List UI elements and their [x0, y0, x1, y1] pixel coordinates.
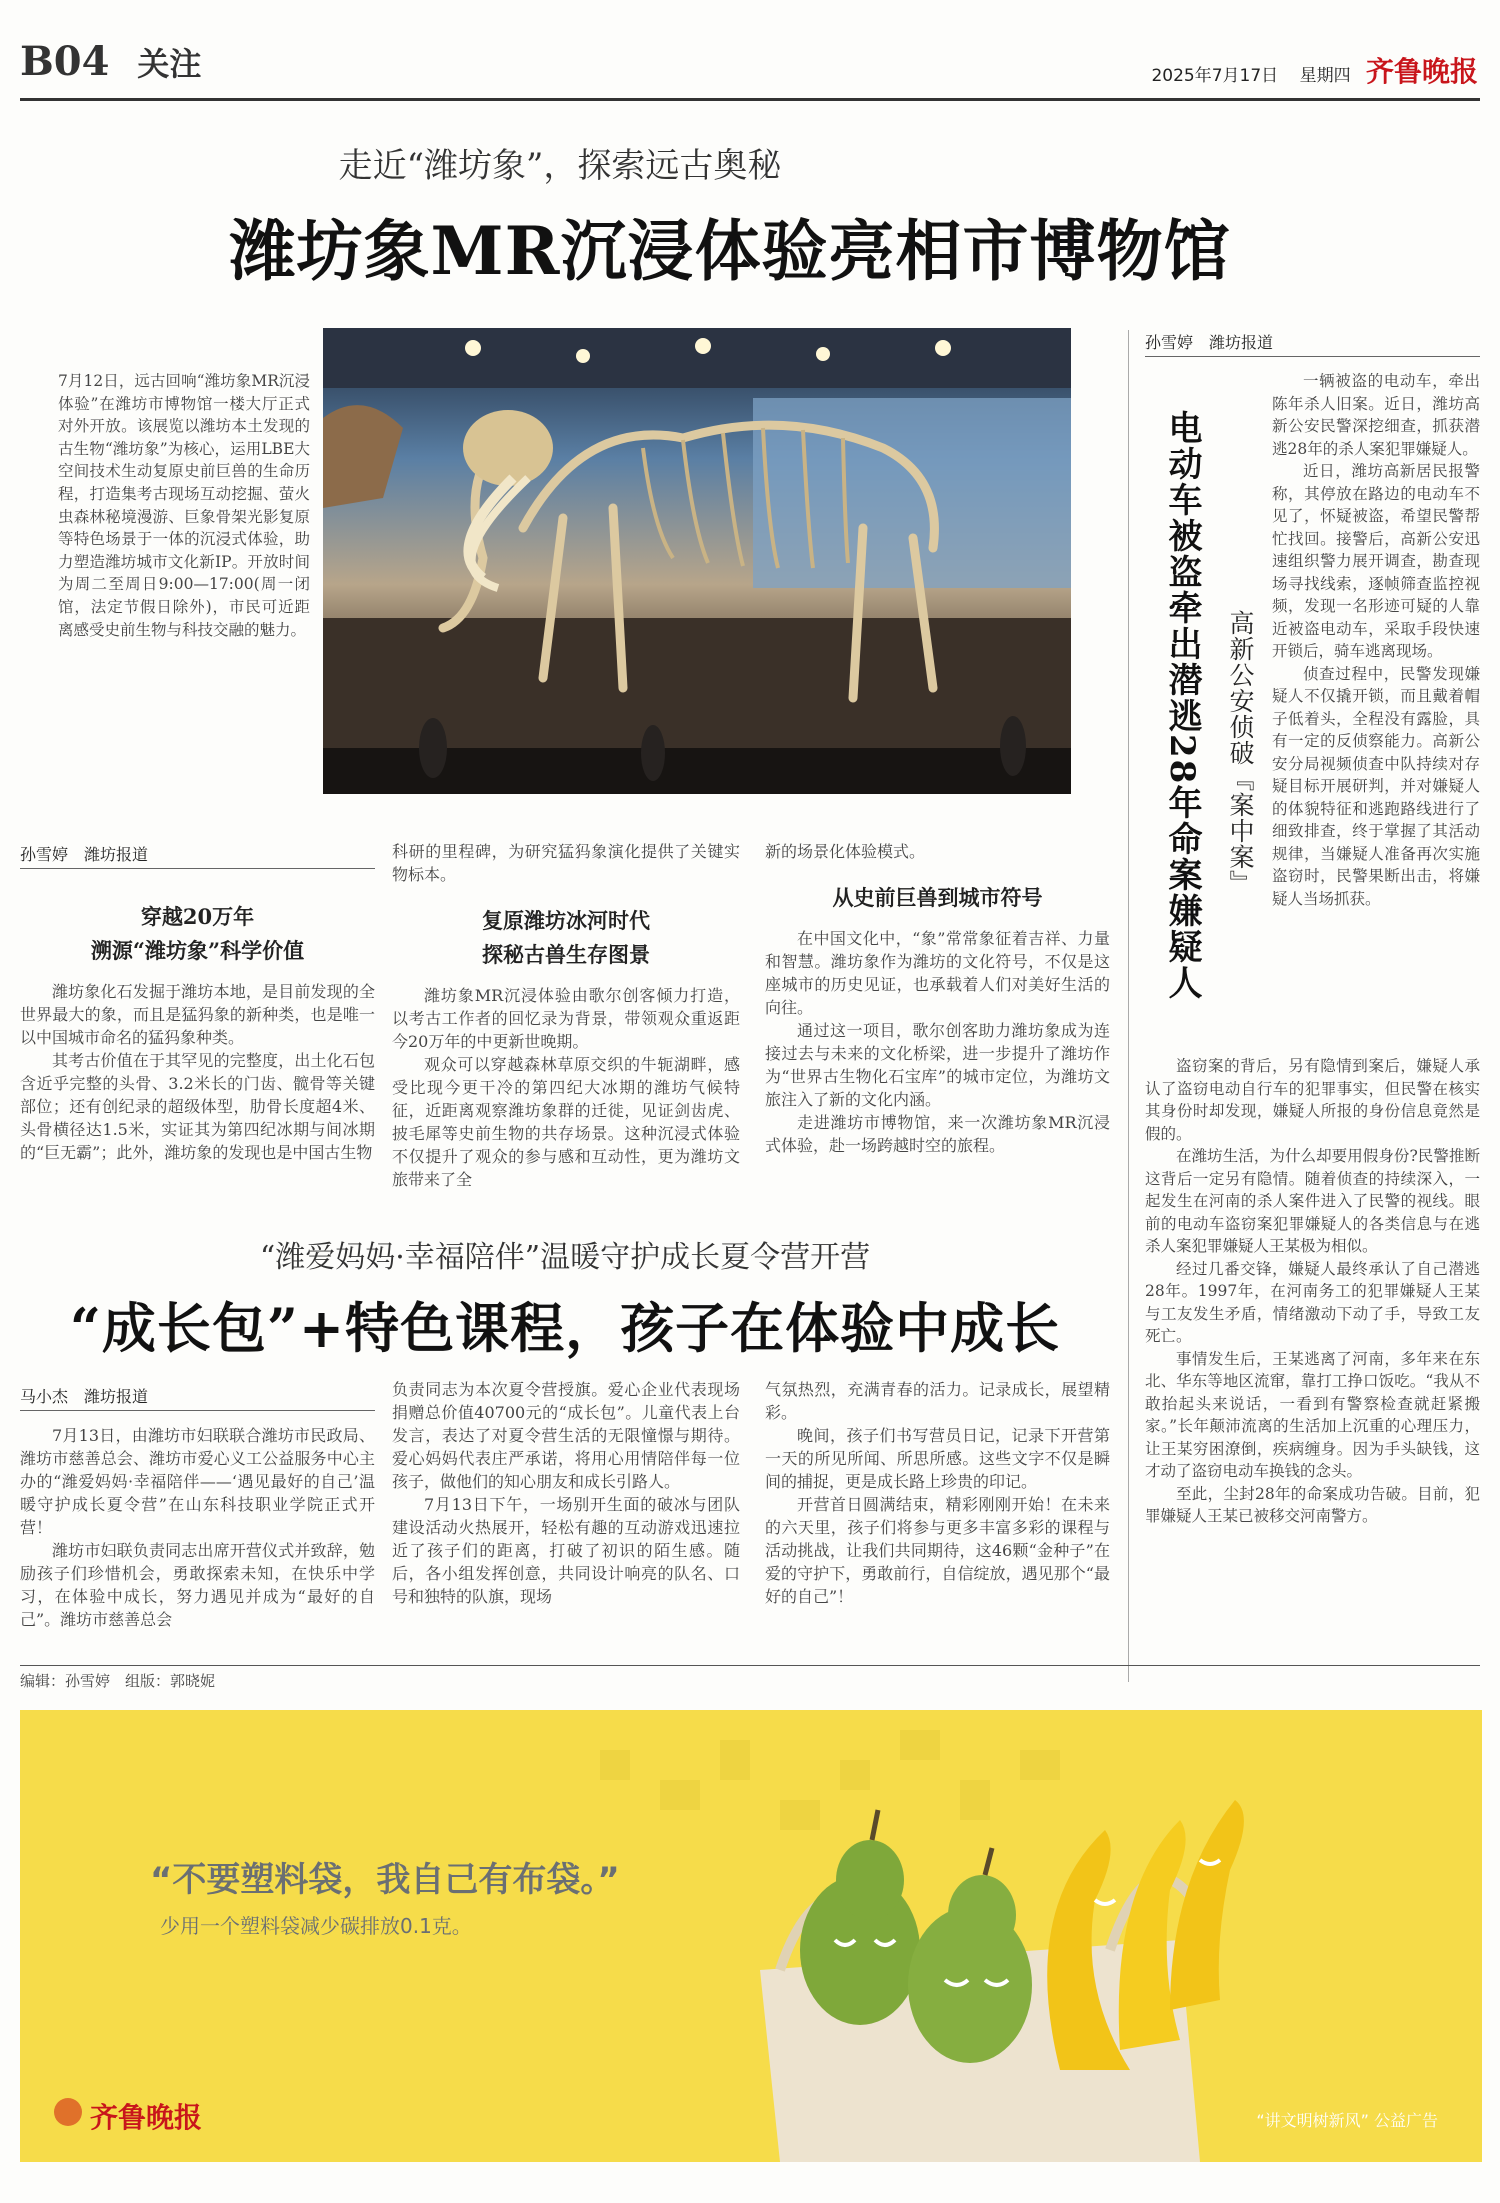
story1-col1-p2: 其考古价值在于其罕见的完整度，出土化石包含近乎完整的头骨、3.2米长的门齿、髋骨等关键部位；还有创纪录的超级体型，肋骨长度超4米、头骨横径达1.5米，实证其为第四纪冰期与间冰期的“巨无霸”；此外，潍坊象的发现也是中国古生物 [20, 1051, 375, 1162]
story2-p8: 至此，尘封28年的命案成功告破。目前，犯罪嫌疑人王某已被移交河南警方。 [1145, 1484, 1480, 1525]
story3-col1-p1: 7月13日，由潍坊市妇联联合潍坊市民政局、潍坊市慈善总会、潍坊市爱心义工公益服务中心主办的“潍爱妈妈·幸福陪伴——‘遇见最好的自己’温暖守护成长夏令营”在山东科技职业学院正式开营！ [20, 1426, 375, 1537]
story1-col3 [765, 840, 1110, 1157]
story1-col3-p2: 通过这一项目，歌尔创客助力潍坊象成为连接过去与未来的文化桥梁，进一步提升了潍坊作为“世界古生物化石宝库”的城市定位，为潍坊文旅注入了新的文化内涵。 [765, 1021, 1110, 1109]
section-name: 关注 [137, 45, 202, 83]
story1-col3-p3: 走进潍坊市博物馆，来一次潍坊象MR沉浸式体验，赴一场跨越时空的旅程。 [765, 1113, 1110, 1155]
pear-right [908, 1848, 1032, 2063]
ad-quote: “不要塑料袋，我自己有布袋。” [150, 1860, 620, 1900]
story1-col2 [392, 840, 740, 1191]
header-rule [20, 98, 1480, 101]
bananas [1047, 1800, 1244, 2070]
story1-subhead3: 从史前巨兽到城市符号 [832, 885, 1043, 910]
page-header-left [20, 38, 201, 85]
issue-weekday: 星期四 [1299, 66, 1351, 86]
pear-left [800, 1810, 920, 2025]
story2-p6: 经过几番交锋，嫌疑人最终承认了自己潜逃28年。1997年，在河南务工的犯罪嫌疑人王某与工友发生矛盾，情绪激动下动了手，导致工友死亡。 [1145, 1259, 1480, 1345]
story1-col3-p1: 在中国文化中，“象”常常象征着吉祥、力量和智慧。潍坊象作为潍坊的文化符号，不仅是这座城市的历史见证，也承载着人们对美好生活的向往。 [765, 929, 1110, 1017]
story1-headline: 潍坊象MR沉浸体验亮相市博物馆 [229, 212, 1231, 290]
mammoth-skeleton-photo [323, 328, 1071, 794]
story2-byline: 孙雪婷 潍坊报道 [1145, 330, 1480, 357]
story2-p7: 事情发生后，王某逃离了河南，多年来在东北、华东等地区流窜，靠打工挣口饭吃。“我从不敢抬起头来说话，一看到有警察检查就赶紧搬家。”长年颠沛流离的生活加上沉重的心理压力，让王某穷困潦倒，疾病缠身。因为手头缺钱，这才动了盗窃电动车换钱的念头。 [1145, 1349, 1480, 1480]
story1-col2-p1: 潍坊象MR沉浸体验由歌尔创客倾力打造，以考古工作者的回忆录为背景，带领观众重返距今20万年的中更新世晚期。 [392, 986, 740, 1051]
story2-p1: 一辆被盗的电动车，牵出陈年杀人旧案。近日，潍坊高新公安民警深挖细查，抓获潜逃28年的杀人案犯罪嫌疑人。 [1272, 372, 1480, 458]
story1-lead: 7月12日，远古回响“潍坊象MR沉浸体验”在潍坊市博物馆一楼大厅正式对外开放。该展览以潍坊本土发现的古生物“潍坊象”为核心，运用LBE大空间技术生动复原史前巨兽的生命历程，打造集考古现场互动挖掘、萤火虫森林秘境漫游、巨象骨架光影复原等特色场景于一体的沉浸式体验，助力塑造潍坊城市文化新IP。开放时间为周二至周日9:00—17:00(周一闭馆，法定节假日除外)，市民可近距离感受史前生物与科技交融的魅力。 [58, 372, 310, 639]
story3-headline: “成长包”+特色课程，孩子在体验中成长 [69, 1296, 1061, 1360]
ad-paper-logo: 齐鲁晚报 [90, 2101, 203, 2134]
ad-subline: 少用一个塑料袋减少碳排放0.1克。 [160, 1914, 472, 1938]
story1-subhead1-line1: 穿越20万年 [140, 904, 255, 929]
story3-byline: 马小杰 潍坊报道 [20, 1384, 375, 1411]
story2-p5: 在潍坊生活，为什么却要用假身份?民警推断这背后一定另有隐情。随着侦查的持续深入，一起发生在河南的杀人案件进入了民警的视线。眼前的电动车盗窃案犯罪嫌疑人的各类信息与在逃杀人案犯罪嫌疑人王某极为相似。 [1145, 1147, 1480, 1255]
story3-col1-p2: 潍坊市妇联负责同志出席开营仪式并致辞，勉励孩子们珍惜机会，勇敢探索未知，在快乐中学习，在体验中成长，努力遇见并成为“最好的自己”。潍坊市慈善总会 [20, 1541, 375, 1629]
editor-credits: 编辑：孙雪婷 组版：郭晓妮 [20, 1672, 216, 1690]
paper-logo: 齐鲁晚报 [1365, 55, 1478, 88]
story1-subhead1-line2: 溯源“潍坊象”科学价值 [90, 938, 305, 963]
story1-col2-p2: 观众可以穿越森林草原交织的牛轭湖畔，感受比现今更干冷的第四纪大冰期的潍坊气候特征，近距离观察潍坊象群的迁徙，见证剑齿虎、披毛犀等史前生物的共存场景。这种沉浸式体验不仅提升了观众的参与感和互动性，更为潍坊文旅带来了全 [392, 1055, 740, 1189]
story1-subhead2-line1: 复原潍坊冰河时代 [482, 908, 650, 933]
mammoth-skeleton-illustration [323, 328, 1071, 794]
page-header-right [1151, 50, 1478, 90]
ad-footer: “讲文明树新风” 公益广告 [1256, 2111, 1438, 2130]
story2-lower [1145, 1055, 1480, 1528]
public-service-ad [20, 1710, 1482, 2162]
ad-logo-mark [54, 2098, 82, 2126]
issue-date: 2025年7月17日 [1151, 66, 1279, 86]
story1-col2-p0: 科研的里程碑，为研究猛犸象演化提供了关键实物标本。 [392, 842, 740, 884]
story3-col2-p2: 7月13日下午，一场别开生面的破冰与团队建设活动火热展开，轻松有趣的互动游戏迅速拉近了孩子们的距离，打破了初识的陌生感。随后，各小组发挥创意，共同设计响亮的队名、口号和独特的队旗，现场 [392, 1495, 740, 1606]
footer-rule [20, 1665, 1480, 1666]
story3-col3-p3: 开营首日圆满结束，精彩刚刚开始！在未来的六天里，孩子们将参与更多丰富多彩的课程与活动挑战，让我们共同期待，这46颗“金种子”在爱的守护下，勇敢前行，自信绽放，遇见那个“最好的自己”！ [765, 1495, 1110, 1606]
story3-col1 [20, 1424, 375, 1631]
story2-upper [1272, 370, 1480, 910]
story1-byline: 孙雪婷 潍坊报道 [20, 842, 375, 869]
story3-col2 [392, 1378, 740, 1608]
story1-col3-p0: 新的场景化体验模式。 [765, 842, 926, 861]
column-divider [1128, 330, 1129, 1682]
story2-p4: 盗窃案的背后，另有隐情到案后，嫌疑人承认了盗窃电动自行车的犯罪事实，但民警在核实其身份时却发现，嫌疑人所报的身份信息竟然是假的。 [1145, 1057, 1480, 1143]
page-code: B04 [20, 38, 110, 85]
story1-col1-p1: 潍坊象化石发掘于潍坊本地，是目前发现的全世界最大的象，而且是猛犸象的新种类，也是唯一以中国城市命名的猛犸象种类。 [20, 982, 375, 1047]
story2-p2: 近日，潍坊高新居民报警称，其停放在路边的电动车不见了，怀疑被盗，希望民警帮忙找回。接警后，高新公安迅速组织警力展开调查，勘查现场寻找线索，逐帧筛查监控视频，发现一名形迹可疑的人靠近被盗电动车，采取手段快速开锁后，骑车逃离现场。 [1272, 462, 1480, 660]
story3-col3-p2: 晚间，孩子们书写营员日记，记录下开营第一天的所见所闻、所思所感。这些文字不仅是瞬间的捕捉，更是成长路上珍贵的印记。 [765, 1426, 1110, 1491]
story3-kicker: “潍爱妈妈·幸福陪伴”温暖守护成长夏令营开营 [259, 1240, 871, 1275]
story3-col2-p1: 负责同志为本次夏令营授旗。爱心企业代表现场捐赠总价值40700元的“成长包”。儿童代表上台发言，表达了对夏令营生活的无限憧憬与期待。爱心妈妈代表庄严承诺，将用心用情陪伴每一位孩子，做他们的知心朋友和成长引路人。 [392, 1380, 740, 1491]
story2-subtitle: 高新公安侦破『案中案』 [1226, 610, 1255, 896]
story3-col3-p1: 气氛热烈，充满青春的活力。记录成长，展望精彩。 [765, 1380, 1110, 1422]
story2-p3: 侦查过程中，民警发现嫌疑人不仅撬开锁，而且戴着帽子低着头，全程没有露脸，具有一定的反侦察能力。高新公安分局视频侦查中队持续对存疑目标开展研判，并对嫌疑人的体貌特征和逃跑路线进行了细致排查，终于掌握了其活动规律，当嫌疑人准备再次实施盗窃时，民警果断出击，将嫌疑人当场抓获。 [1272, 664, 1480, 908]
story2-headline: 电动车被盗牵出潜逃28年命案嫌疑人 [1162, 410, 1202, 1002]
story1-col1 [20, 900, 375, 1164]
story3-col3 [765, 1378, 1110, 1608]
story1-subhead2-line2: 探秘古兽生存图景 [482, 942, 650, 967]
story1-kicker: 走近“潍坊象”，探索远古奥秘 [338, 146, 782, 186]
